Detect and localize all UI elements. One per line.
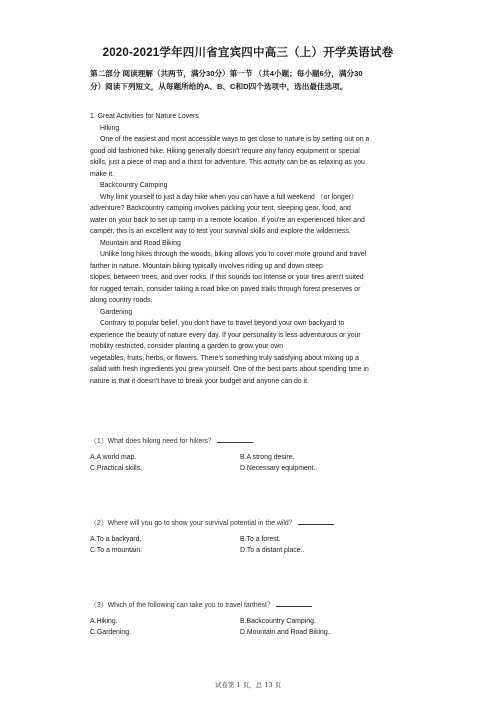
option-b[interactable]: B.To a forest. xyxy=(240,535,281,543)
question-3 xyxy=(90,598,426,639)
passage-line: Unlike long hikes through the woods, biking allows you to cover more ground and travel xyxy=(100,251,367,258)
option-a[interactable]: A.To a backyard. xyxy=(90,535,142,543)
section-line: 第二部分 阅读理解（共两节，满分30分）第一节 （共4小题；每小题6分，满分30 xyxy=(90,69,363,78)
passage-subheading: Mountain and Road Biking xyxy=(100,239,181,247)
passage-subheading: Backcountry Camping xyxy=(100,182,168,189)
passage-line: slopes, between trees, and over rocks. If this sounds too intense or your tires aren't suited xyxy=(90,274,364,281)
question-stem: （1）What does hiking need for hikers？ xyxy=(90,434,426,448)
passage-line: water on your back to set up camp in a remote location. If you're an experienced hiker and xyxy=(90,216,365,224)
question-2 xyxy=(90,516,426,557)
passage-subheading: Hiking xyxy=(100,124,120,132)
passage-body xyxy=(90,123,426,388)
option-b[interactable]: B.A strong desire. xyxy=(240,453,295,461)
passage-line: vegetables, fruits, herbs, or flowers. There's something truly satisfying about mixing up a xyxy=(90,354,359,362)
option-d[interactable]: D.Necessary equipment.. xyxy=(240,465,318,472)
passage-line: good old fashioned hike. Hiking generally doesn't require any fancy equipment or special xyxy=(90,147,360,155)
section-instructions xyxy=(90,68,440,93)
passage-line: for rugged terrain, consider taking a road bike on paved trails through forest preserves or xyxy=(90,285,361,293)
passage-line: nature is that it doesn't have to break your budget and anyone can do it. xyxy=(90,377,309,385)
option-grid xyxy=(90,452,426,475)
passage-line: Contrary to popular belief, you don't have to travel beyond your own backyard to xyxy=(100,320,345,327)
option-a[interactable]: A.A world map. xyxy=(90,453,137,461)
answer-blank xyxy=(276,598,312,607)
exam-title: 2020-2021学年四川省宜宾四中高三（上）开学英语试卷 xyxy=(102,47,394,59)
reading-passage xyxy=(90,111,426,387)
option-c[interactable]: C.Gardening. xyxy=(90,629,131,636)
answer-blank xyxy=(298,516,334,525)
passage-line: mobility restricted, consider planting a garden to grow your own xyxy=(90,343,284,350)
passage-line: One of the easiest and most accessible ways to get close to nature is by setting out on a xyxy=(100,136,370,143)
question-1 xyxy=(90,434,426,475)
passage-line: adventure? Backcountry camping involves packing your tent, sleeping gear, food, and xyxy=(90,205,351,212)
passage-line: Why limit yourself to just a day hike when you can have a full weekend （or longer） xyxy=(100,193,358,201)
page-footer: 试卷第 1 页，总 13 页 xyxy=(214,681,282,689)
option-d[interactable]: D.Mountain and Road Biking.. xyxy=(240,629,332,636)
option-d[interactable]: D.To a distant place.. xyxy=(240,547,305,554)
passage-line: salad with fresh ingredients you grew yourself. One of the best parts about spending time in xyxy=(90,366,369,373)
passage-line: experience the beauty of nature every day. If your personality is less adventurous or your xyxy=(90,331,361,339)
passage-line: along country roads. xyxy=(90,297,153,304)
passage-title: 1. Great Activities for Nature Lovers xyxy=(90,113,199,120)
passage-line: camper, this is an excellent way to test your survival skills and explore the wilderness. xyxy=(90,228,351,235)
option-c[interactable]: C.To a mountain. xyxy=(90,547,143,554)
option-b[interactable]: B.Backcountry Camping. xyxy=(240,617,316,625)
option-grid xyxy=(90,534,426,557)
option-c[interactable]: C.Practical skills. xyxy=(90,465,143,472)
option-grid xyxy=(90,616,426,639)
passage-line: skills, just a piece of map and a thirst for adventure. This activity can be as relaxing as you xyxy=(90,159,365,166)
answer-blank xyxy=(217,434,253,443)
question-stem: （2）Where will you go to show your survival potential in the wild？ xyxy=(90,516,426,530)
question-stem: （3）Which of the following can take you to travel farthest？ xyxy=(90,598,426,612)
option-a[interactable]: A.Hiking. xyxy=(90,617,118,625)
passage-line: farther in nature. Mountain biking typically involves riding up and down steep xyxy=(90,262,323,270)
passage-line: make it. xyxy=(90,170,115,178)
passage-subheading: Gardening xyxy=(100,308,133,316)
section-line: 分）阅读下列短文，从每题所给的A、B、C和D四个选项中，选出最佳选项。 xyxy=(90,81,348,91)
